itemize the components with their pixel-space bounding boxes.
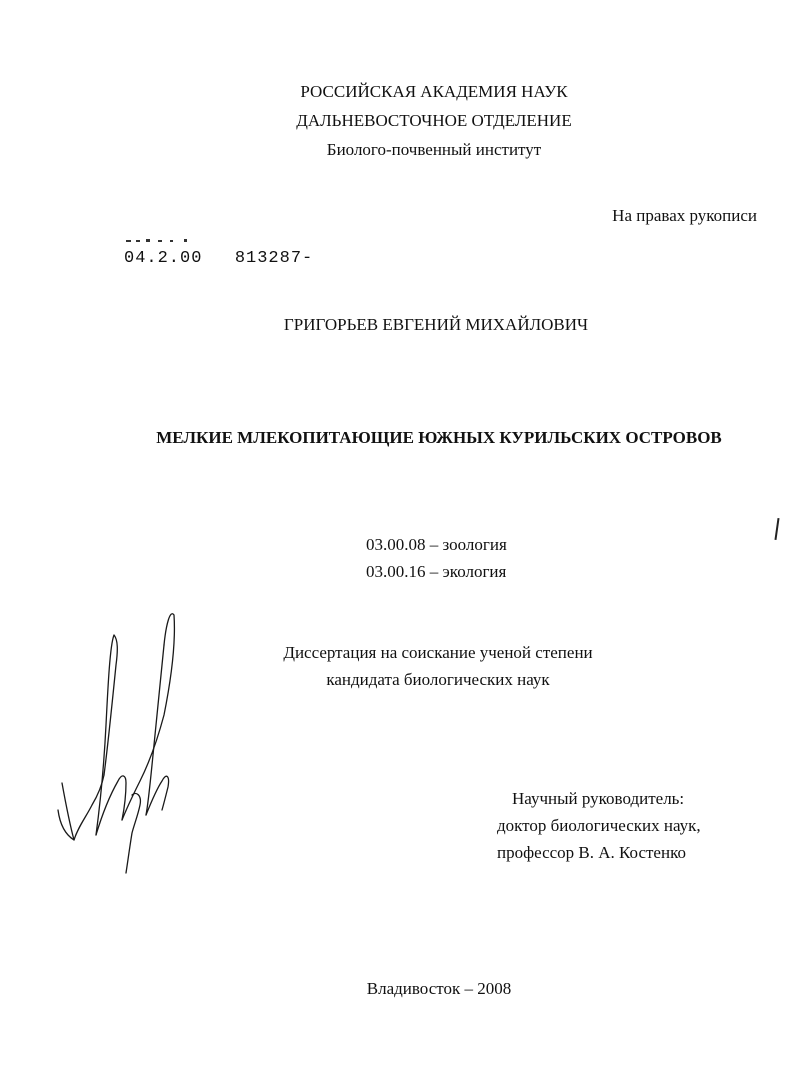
supervisor-degree: доктор биологических наук, — [497, 816, 701, 835]
stamp-smudge-marks — [124, 236, 194, 248]
author-signature — [52, 605, 192, 880]
stamp-number: 04.2.00 813287- — [124, 249, 314, 268]
specialty-ecology: 03.00.16 – экология — [366, 562, 507, 581]
rights-note: На правах рукописи — [612, 206, 757, 225]
specialty-zoology: 03.00.08 – зоология — [366, 535, 507, 554]
academy-name: РОССИЙСКАЯ АКАДЕМИЯ НАУК — [300, 82, 568, 101]
thesis-title: МЕЛКИЕ МЛЕКОПИТАЮЩИЕ ЮЖНЫХ КУРИЛЬСКИХ ОСТРОВОВ — [156, 428, 722, 447]
margin-mark — [774, 518, 779, 540]
institute-name: Биолого-почвенный институт — [326, 140, 542, 159]
supervisor-label: Научный руководитель: — [512, 789, 685, 808]
stamp-date-code: 04.2.00 — [124, 249, 203, 268]
stamp-serial: 813287 — [234, 249, 303, 268]
supervisor-name: профессор В. А. Костенко — [497, 843, 686, 862]
author-name: ГРИГОРЬЕВ ЕВГЕНИЙ МИХАЙЛОВИЧ — [283, 315, 589, 334]
city-year: Владивосток – 2008 — [366, 979, 512, 998]
degree-line-1: Диссертация на соискание ученой степени — [283, 643, 593, 662]
degree-line-2: кандидата биологических наук — [326, 670, 550, 689]
branch-name: ДАЛЬНЕВОСТОЧНОЕ ОТДЕЛЕНИЕ — [296, 111, 572, 130]
